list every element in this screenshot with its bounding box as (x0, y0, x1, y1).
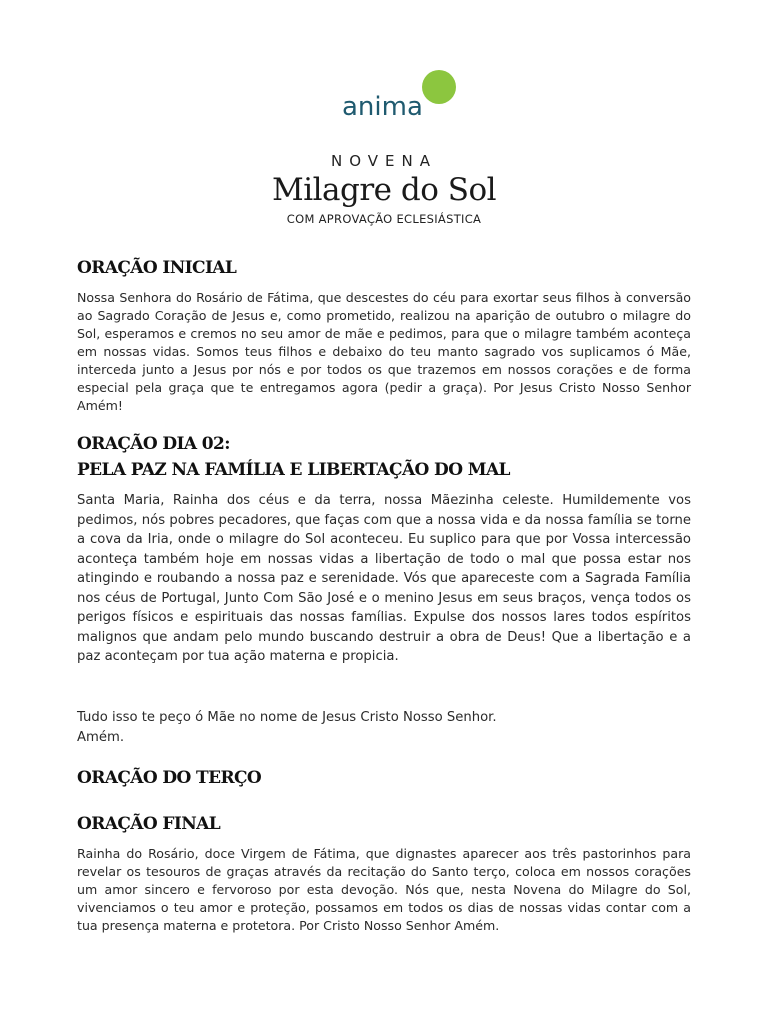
heading-oracao-final: ORAÇÃO FINAL (77, 814, 221, 834)
body-oracao-inicial: Nossa Senhora do Rosário de Fátima, que descestes do céu para exortar seus filhos à conversão ao Sagrado Coração de Jesus e, como prometido, realizou na aparição de outubro o milagre do Sol, esperamos e cremos no seu amor de mãe e pedimos, para que o milagre também aconteça em nossas vidas. Somos teus filhos e debaixo do teu manto sagrado vos suplicamos ó Mãe, interceda junto a Jesus por nós e por todos os que trazemos em nossos corações e de forma especial pela graça que te entregamos agora (pedir a graça). Por Jesus Cristo Nosso Senhor Amém! (77, 290, 691, 413)
heading-oracao-inicial: ORAÇÃO INICIAL (77, 258, 237, 278)
line-amem: Amém. (77, 730, 125, 745)
heading-oracao-dia: ORAÇÃO DIA 02: (77, 434, 230, 454)
logo-text: anima (342, 92, 423, 122)
heading-oracao-dia-subtitle: PELA PAZ NA FAMÍLIA E LIBERTAÇÃO DO MAL (77, 460, 510, 480)
body-oracao-final: Rainha do Rosário, doce Virgem de Fátima, que dignastes aparecer aos três pastorinhos para revelar os tesouros de graças através da recitação do Santo terço, coloca em nossos corações um amor sincero e fervoroso por esta devoção. Nós que, nesta Novena do Milagre do Sol, vivenciamos o teu amor e proteção, possamos em todos os dias de nossas vidas contar com a tua presença materna e protetora. Por Cristo Nosso Senhor Amém. (77, 846, 691, 933)
body-oracao-dia: Santa Maria, Rainha dos céus e da terra, nossa Mãezinha celeste. Humildemente vos pedimos, nós pobres pecadores, que faças com que a nossa vida e da nossa família se torne a cova da Iria, onde o milagre do Sol aconteceu. Eu suplico para que por Vossa intercessão aconteça também hoje em nossas vidas a libertação de todo o mal que possa estar nos atingindo e roubando a nossa paz e serenidade. Vós que apareceste com a Sagrada Família nos céus de Portugal, Junto Com São José e o menino Jesus em seus braços, vença todos os perigos físicos e espirituais das nossas famílias. Expulse dos nossos lares todos espíritos malignos que andam pelo mundo buscando destruir a obra de Deus! Que a libertação e a paz aconteçam por tua ação materna e propicia. (77, 493, 691, 664)
anima-logo (342, 70, 462, 126)
novena-kicker: NOVENA (331, 152, 437, 170)
logo-green-dot (422, 70, 456, 104)
line-tudo-isso: Tudo isso te peço ó Mãe no nome de Jesus Cristo Nosso Senhor. (77, 710, 497, 725)
page-title: Milagre do Sol (271, 172, 497, 208)
page-subtitle: COM APROVAÇÃO ECLESIÁSTICA (286, 212, 482, 226)
heading-oracao-terco: ORAÇÃO DO TERÇO (77, 768, 262, 788)
